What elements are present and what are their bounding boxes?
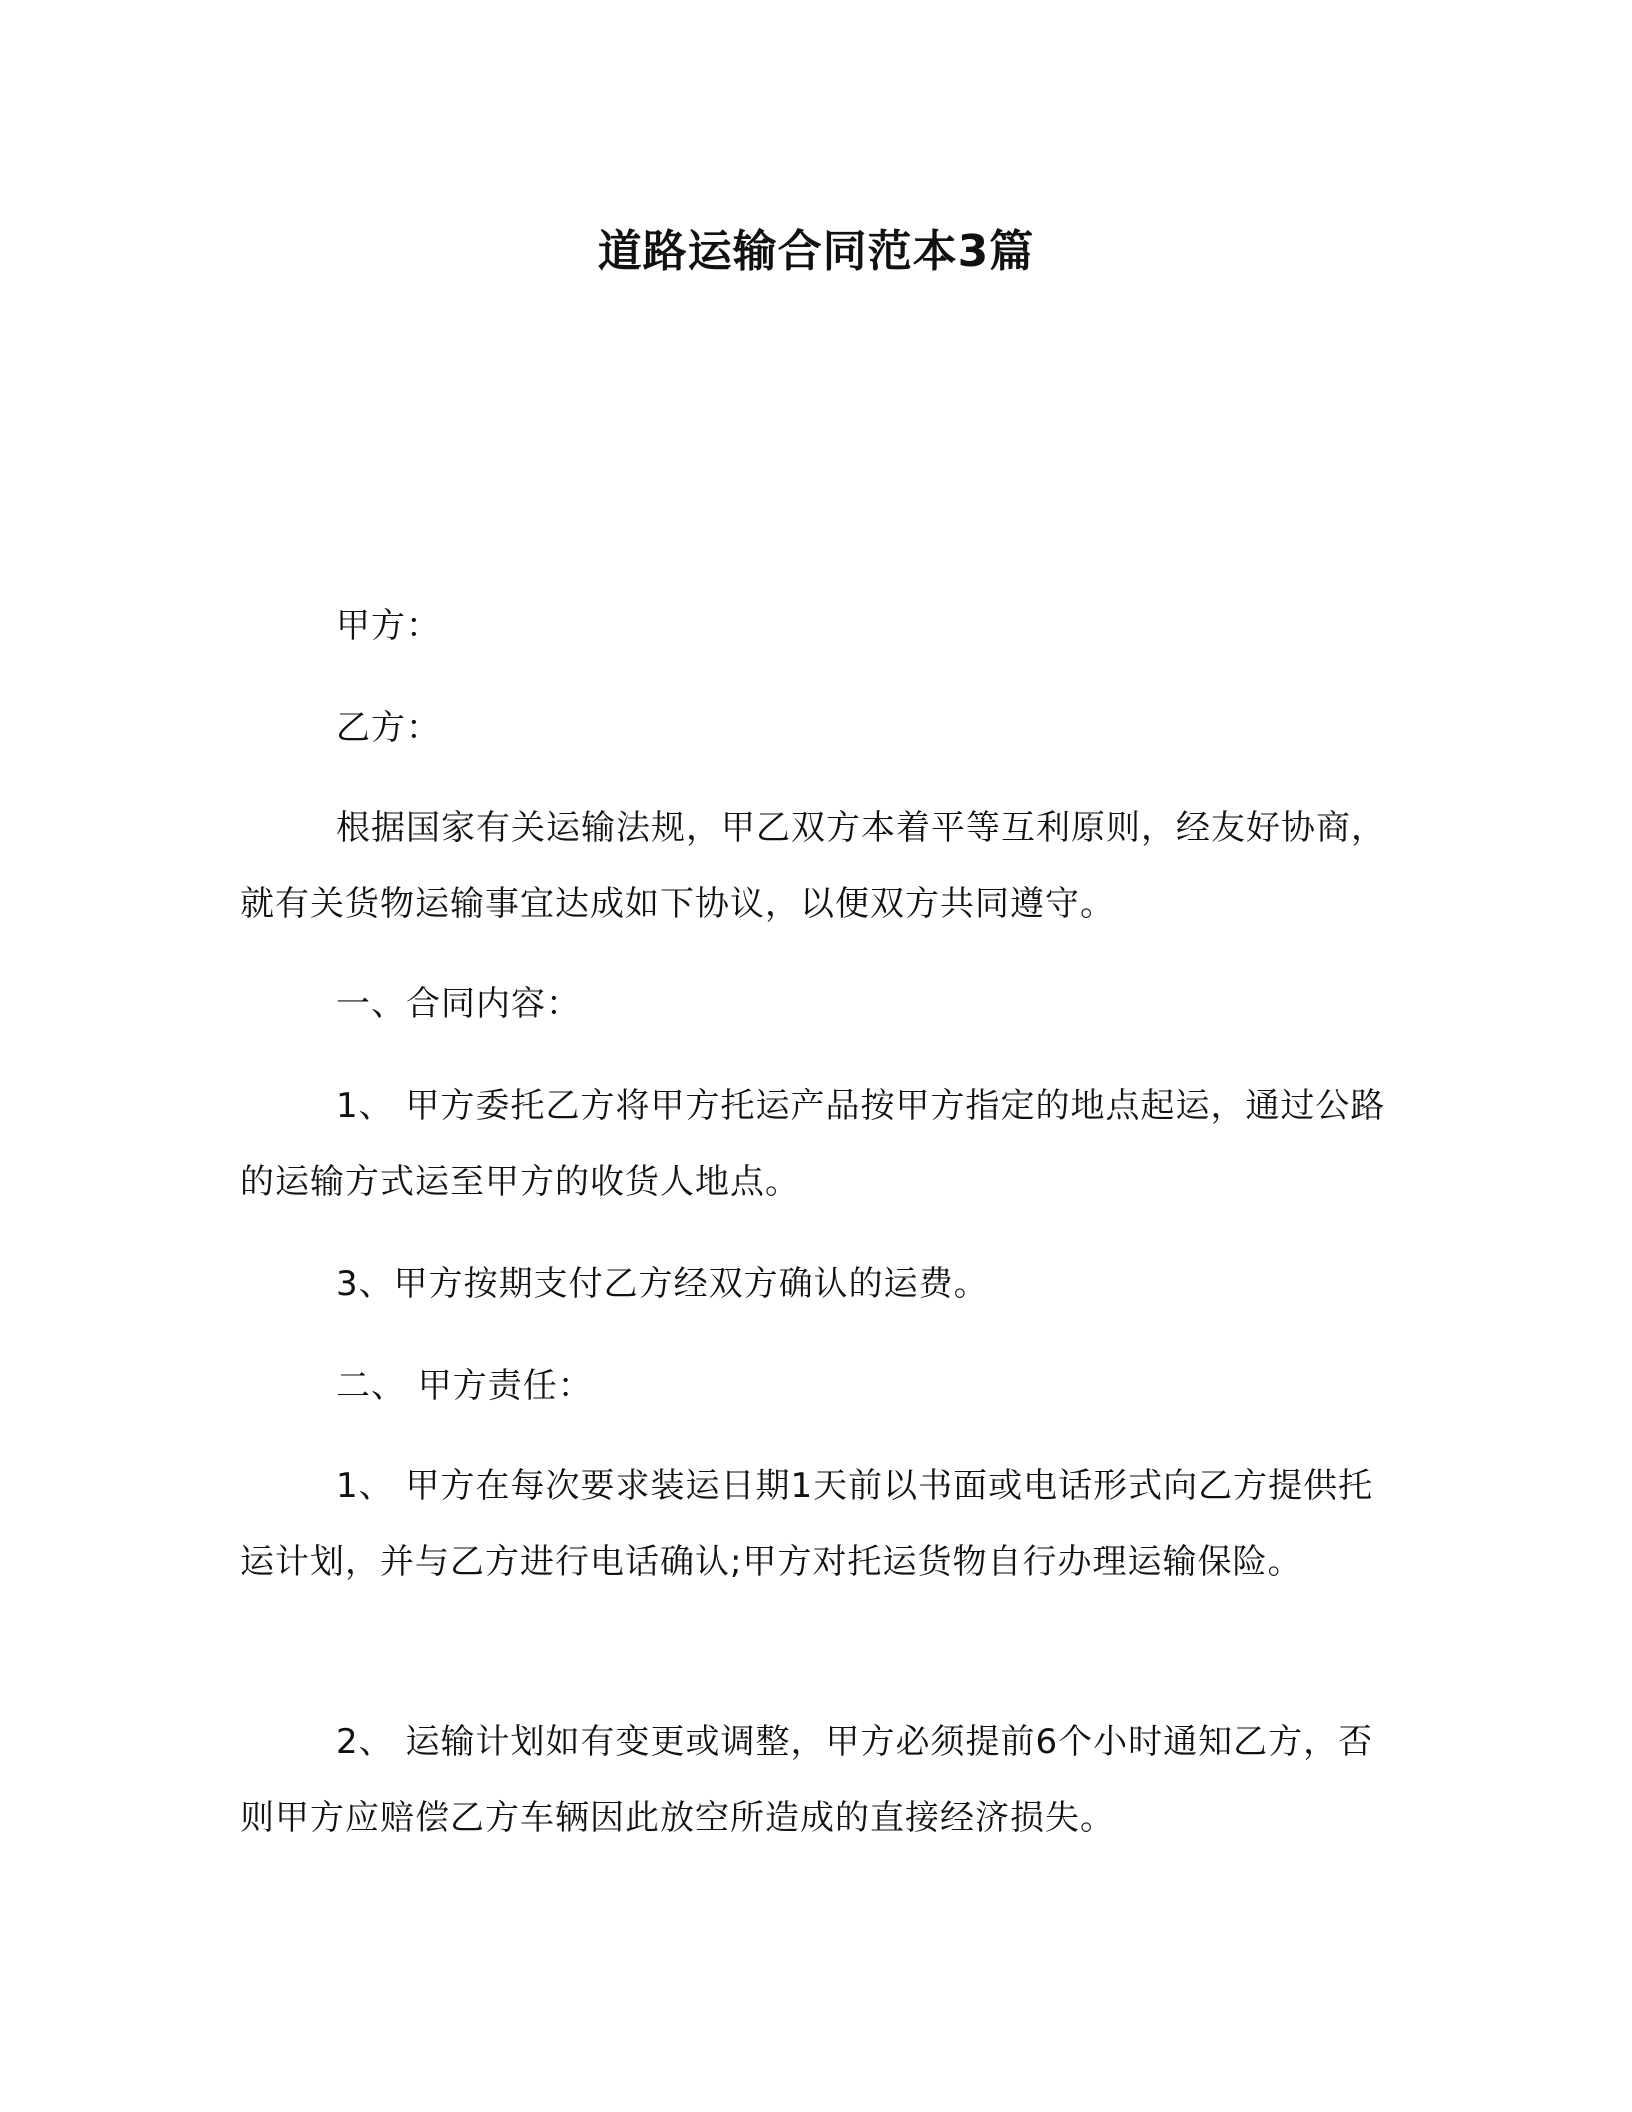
- party-b-line: 乙方：: [336, 708, 441, 748]
- clause-paragraph: 3、甲方按期支付乙方经双方确认的运费。: [336, 1264, 989, 1304]
- clause-paragraph: 1、 甲方委托乙方将甲方托运产品按甲方指定的地点起运，通过公路的运输方式运至甲方的收货人地点。: [240, 1086, 1386, 1202]
- document-title: 道路运输合同范本3篇: [597, 226, 1035, 277]
- section-heading-party-a-responsibility: 二、 甲方责任：: [336, 1366, 593, 1406]
- section-heading-contract-content: 一、合同内容：: [336, 984, 581, 1024]
- clause-paragraph: 2、 运输计划如有变更或调整，甲方必须提前6个小时通知乙方，否则甲方应赔偿乙方车辆因此放空所造成的直接经济损失。: [240, 1722, 1374, 1838]
- clause-paragraph: 1、 甲方在每次要求装运日期1天前以书面或电话形式向乙方提供托运计划，并与乙方进行电话确认;甲方对托运货物自行办理运输保险。: [240, 1466, 1374, 1582]
- party-a-line: 甲方：: [336, 606, 441, 646]
- preamble-paragraph: 根据国家有关运输法规，甲乙双方本着平等互利原则，经友好协商，就有关货物运输事宜达成如下协议，以便双方共同遵守。: [240, 808, 1386, 924]
